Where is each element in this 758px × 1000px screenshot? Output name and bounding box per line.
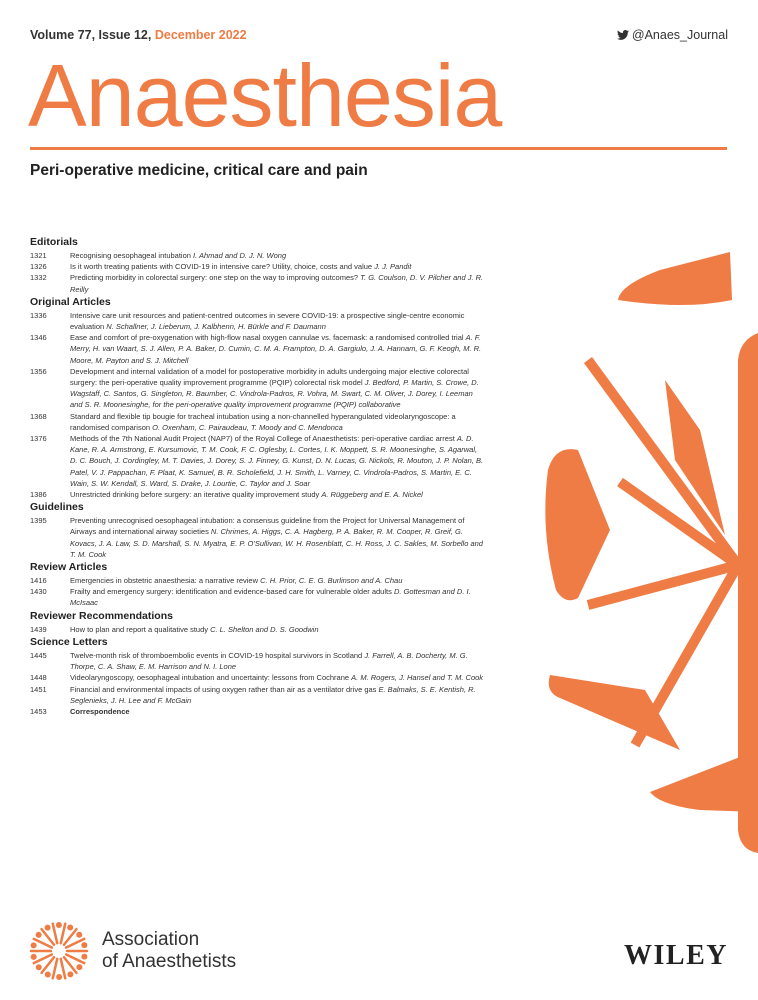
- association-name-line1: Association: [102, 929, 200, 950]
- toc-authors: C. H. Prior, C. E. G. Burlinson and A. Chau: [260, 576, 403, 586]
- deco-arc-bottom: [650, 750, 758, 812]
- toc-article-title: Intensive care unit resources and patient-centred outcomes in severe COVID-19: a prospective single-centre economic evaluation: [70, 310, 465, 332]
- emblem-dot: [67, 925, 73, 931]
- toc-entry[interactable]: [30, 515, 485, 560]
- toc-authors: I. Ahmad and D. J. N. Wong: [193, 251, 287, 260]
- toc-section-title: Review Articles: [30, 561, 108, 574]
- toc-entry-text: [70, 706, 485, 717]
- association-emblem-icon: [26, 918, 92, 984]
- publisher-logo: WILEY: [624, 940, 728, 971]
- toc-page-number: 1451: [30, 684, 47, 694]
- issue-date: December 2022: [154, 28, 247, 42]
- toc-entry[interactable]: [30, 310, 485, 332]
- journal-subtitle: Peri-operative medicine, critical care and pain: [30, 162, 368, 179]
- toc-authors: N. Chrimes, A. Higgs, C. A. Hagberg, P. A. Baker, R. M. Cooper, R. Greif, G. Kovacs, J. A. Law, S. D. Marshall, S. N. Myatra, E. P. O'Sullivan, W. H. Rosenblatt, C. H. Ross, J. C. Sakles, M. Sorbello and T. M. Cook: [70, 527, 483, 559]
- toc-authors: A. M. Rogers, J. Hansel and T. M. Cook: [351, 673, 484, 683]
- toc-page-number: 1321: [30, 251, 47, 260]
- toc-page-number: 1439: [30, 624, 47, 634]
- toc-article-title: Recognising oesophageal intubation: [70, 251, 191, 260]
- emblem-dot: [56, 922, 62, 928]
- emblem-dot: [36, 964, 42, 970]
- toc-page-number: 1376: [30, 434, 47, 444]
- toc-article-title: Is it worth treating patients with COVID-19 in intensive care? Utility, choice, costs and value: [70, 262, 373, 272]
- toc-entry-text: [70, 624, 485, 635]
- toc-article-title: Financial and environmental impacts of using oxygen rather than air as a ventilator drive gas: [70, 684, 377, 694]
- toc-page-number: 1448: [30, 673, 47, 683]
- toc-entry-text: [70, 411, 485, 433]
- toc-entry[interactable]: [30, 433, 485, 489]
- deco-ray: [588, 360, 738, 565]
- toc-entry-text: [70, 250, 485, 261]
- volume-issue-text: Volume 77, Issue 12,: [30, 28, 152, 42]
- toc-section: [30, 236, 485, 295]
- toc-authors: E. Balmaks, S. E. Kentish, R. Seglenieks, J. H. Lee and F. McGain: [70, 684, 476, 705]
- toc-section-title: Reviewer Recommendations: [30, 609, 173, 622]
- toc-article-title: Frailty and emergency surgery: identification and evidence-based care for vulnerable older adults: [70, 587, 392, 597]
- toc-article-title: How to plan and report a qualitative study: [70, 624, 208, 634]
- emblem-dot: [81, 942, 87, 948]
- toc-section: [30, 561, 485, 609]
- emblem-ray: [61, 924, 65, 943]
- deco-arc-top: [618, 252, 732, 305]
- toc-section: [30, 501, 485, 560]
- toc-entry-text: [70, 366, 485, 411]
- toc-entry[interactable]: [30, 650, 485, 672]
- toc-authors: A. D. Kane, R. A. Armstrong, E. Kursumovic, T. M. Cook, F. C. Oglesby, L. Cortes, I. K. Moppett, S. R. Moonesinghe, S. Agarwal, D. C. Bouch, J. Cordingley, M. T. Davies, J. Dorey, S. J. Finney, G. Kunst, D. N. Lucas, G. Nickols, R. Mouton, J. P. Nolan, B. Patel, V. J. Pappachan, F. Plaat, K. Samuel, B. R. Scholefield, J. H. Smith, L. Varney, C. Vindrola-Padros, S. Martin, E. C. Wain, S. W. Kendall, S. Ward, S. Drake, J. Lourtie, C. Taylor and J. Soar: [70, 434, 484, 488]
- twitter-handle-text: @Anaes_Journal: [631, 28, 728, 42]
- toc-entry[interactable]: [30, 366, 485, 411]
- toc-authors: C. L. Shelton and D. S. Goodwin: [210, 624, 319, 634]
- toc-section-title: Original Articles: [30, 295, 111, 308]
- toc-section: [30, 296, 485, 500]
- emblem-dot: [67, 971, 73, 977]
- toc-page-number: 1430: [30, 587, 47, 597]
- toc-article-title: Methods of the 7th National Audit Project (NAP7) of the Royal College of Anaesthetists: peri-operative cardiac arrest: [70, 434, 455, 444]
- table-of-contents: [30, 236, 485, 718]
- emblem-dot: [31, 954, 37, 960]
- toc-entry[interactable]: [30, 332, 485, 366]
- toc-article-title: Ease and comfort of pre-oxygenation with high-flow nasal oxygen cannulae vs. facemask: a randomised controlled trial: [70, 333, 464, 343]
- emblem-dot: [56, 974, 62, 980]
- deco-arc-left-lower: [549, 675, 680, 750]
- journal-title: Anaesthesia: [28, 46, 502, 145]
- toc-authors: N. Schallner, J. Lieberum, J. Kalbhenn, H. Bürkle and F. Daumann: [106, 322, 326, 332]
- toc-article-title: Twelve-month risk of thromboembolic events in COVID-19 hospital survivors in Scotland: [70, 650, 363, 660]
- toc-entry-text: [70, 489, 485, 500]
- association-logo: [26, 918, 236, 984]
- toc-entry-text: [70, 672, 485, 683]
- toc-entry[interactable]: [30, 250, 485, 261]
- emblem-dot: [81, 954, 87, 960]
- deco-arc-left-upper: [545, 449, 610, 600]
- toc-page-number: 1356: [30, 366, 47, 376]
- toc-entry[interactable]: [30, 706, 485, 717]
- volume-issue: [30, 28, 247, 42]
- toc-authors: T. G. Coulson, D. V. Pilcher and J. R. Reilly: [70, 273, 484, 294]
- toc-entry-text: [70, 586, 485, 608]
- toc-entry[interactable]: [30, 575, 485, 586]
- toc-entry-text: [70, 272, 485, 294]
- toc-entry-text: [70, 575, 485, 586]
- toc-page-number: 1368: [30, 411, 47, 421]
- toc-page-number: 1445: [30, 650, 47, 660]
- toc-article-title: Emergencies in obstetric anaesthesia: a narrative review: [70, 576, 259, 586]
- toc-entry-text: [70, 684, 485, 706]
- emblem-dot: [76, 932, 82, 938]
- starburst-decoration: [470, 230, 758, 855]
- toc-section: [30, 636, 485, 717]
- toc-entry-text: [70, 650, 485, 672]
- toc-section-title: Editorials: [30, 236, 78, 248]
- toc-section-title: Guidelines: [30, 501, 84, 514]
- toc-entry-text: [70, 261, 485, 272]
- toc-authors: A. Rüggeberg and E. A. Nickel: [321, 490, 423, 500]
- toc-authors: D. Gottesman and D. I. McIsaac: [70, 587, 471, 608]
- toc-section: [30, 610, 485, 635]
- toc-entry[interactable]: [30, 684, 485, 706]
- toc-entry[interactable]: [30, 261, 485, 272]
- toc-entry[interactable]: [30, 586, 485, 608]
- toc-authors: J. Farrell, A. B. Docherty, M. G. Thorpe, C. A. Shaw, E. M. Harrison and N. I. Lone: [70, 650, 468, 672]
- toc-entry-text: [70, 515, 485, 560]
- toc-authors: J. J. Pandit: [374, 262, 412, 272]
- toc-entry[interactable]: [30, 489, 485, 500]
- title-rule: [30, 147, 727, 150]
- toc-page-number: 1386: [30, 490, 47, 500]
- toc-entry-text: [70, 310, 485, 332]
- toc-entry[interactable]: [30, 624, 485, 635]
- toc-page-number: 1395: [30, 516, 47, 526]
- toc-page-number: 1332: [30, 273, 47, 283]
- toc-page-number: 1346: [30, 333, 47, 343]
- toc-entry[interactable]: [30, 272, 485, 294]
- toc-article-title: Predicting morbidity in colorectal surgery: one step on the way to improving outcomes?: [70, 273, 359, 283]
- emblem-ray: [53, 959, 57, 978]
- toc-entry[interactable]: [30, 672, 485, 683]
- twitter-bird-icon: [617, 30, 629, 40]
- toc-authors: A. F. Merry, H. van Waart, S. J. Allen, P. A. Baker, D. Cumin, C. M. A. Frampton, D. A. Gargiulo, J. A. Hannam, G. F. Keogh, M. R. Moore, M. Payton and S. J. Mitchell: [70, 333, 482, 365]
- emblem-dot: [36, 932, 42, 938]
- association-name-line2: of Anaesthetists: [102, 951, 237, 972]
- emblem-dot: [45, 971, 51, 977]
- toc-authors: O. Oxenham, C. Pairaudeau, T. Moody and C. Mendonca: [152, 422, 343, 432]
- toc-article-title: Correspondence: [70, 706, 130, 716]
- toc-article-title: Unrestricted drinking before surgery: an iterative quality improvement study: [70, 490, 320, 500]
- emblem-dot: [31, 942, 37, 948]
- toc-entry[interactable]: [30, 411, 485, 433]
- toc-article-title: Standard and flexible tip bougie for tracheal intubation using a non-channelled hyperangulated videolaryngoscope: a randomised comparison: [70, 411, 456, 432]
- toc-article-title: Preventing unrecognised oesophageal intubation: a consensus guideline from the Project for Universal Management of Airways and international airway societies: [70, 516, 465, 537]
- toc-article-title: Videolaryngoscopy, oesophageal intubation and uncertainty: lessons from Cochrane: [70, 673, 350, 683]
- toc-page-number: 1336: [30, 310, 47, 320]
- toc-article-title: Development and internal validation of a model for postoperative morbidity in adults undergoing major elective colorectal surgery: the peri-operative quality improvement programme (PQIP) colorectal risk model: [70, 366, 469, 388]
- toc-authors: J. Bedford, P. Martin, S. Crowe, D. Wagstaff, C. Santos, G. Singleton, R. Baumber, C. Vindrola-Padros, R. Vohra, M. Swart, C. M. Oliver, J. Dorey, I. Leeman and S. R. Moonesinghe, for the peri-operative quality improvement programme (PQIP) collaborative: [70, 378, 479, 410]
- toc-page-number: 1416: [30, 576, 47, 586]
- emblem-dot: [76, 964, 82, 970]
- twitter-handle[interactable]: [617, 28, 728, 42]
- emblem-dot: [45, 925, 51, 931]
- toc-page-number: 1453: [30, 706, 47, 716]
- toc-entry-text: [70, 332, 485, 366]
- toc-page-number: 1326: [30, 262, 47, 272]
- toc-entry-text: [70, 433, 485, 489]
- toc-section-title: Science Letters: [30, 635, 108, 648]
